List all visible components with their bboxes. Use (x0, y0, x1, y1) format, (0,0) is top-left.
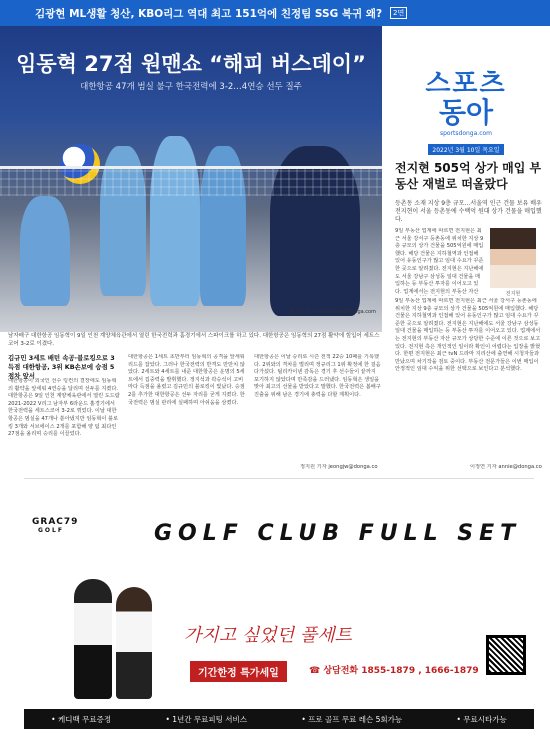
side-story-photo (490, 228, 536, 288)
side-photo-caption: 전지현 (505, 291, 521, 297)
side-story-body-cont: 9일 부동산 업계에 따르면 전지현은 최근 서울 강서구 등촌동에 위치한 지상 9층 규모의 상가 건물을 505억원에 매입했다. 해당 건물은 지하철역과 인접해 있어 유동인구가 많고 임대 수요가 꾸준한 곳으로 알려졌다. 전지현은 지난해에도 서울 강남구 삼성동 일대 건물을 매입하는 등 부동산 투자를 이어오고 있다. 업계에서는 전지현의 부동산 자산 규모가 상당한 수준에 이른 것으로 보고 있다. 전지현 측은 개인적인 일이라 확인이 어렵다는 입장을 밝혔다. 한편 전지현은 최근 tvN 드라마 지리산에 출연해 시청자들과 만났으며 차기작을 검토 중이다. 부동산 전문가들은 이번 매입이 안정적인 임대 수익을 위한 선택으로 보인다고 분석했다. (395, 298, 541, 373)
issue-date: 2022년 3월 10일 목요일 (428, 144, 503, 155)
top-headline-bar[interactable] (0, 0, 550, 26)
side-story-body: 9일 부동산 업계에 따르면 전지현은 최근 서울 강서구 등촌동에 위치한 지상 9층 규모의 상가 건물을 505억원에 매입했다. 해당 건물은 지하철역과 인접해 있어 유동인구가 많고 임대 수요가 꾸준한 곳으로 알려졌다. 전지현은 지난해에도 서울 강남구 삼성동 일대 건물을 매입하는 등 부동산 투자를 이어오고 있다. 업계에서는 전지현의 부동산 자산 (395, 228, 484, 295)
lead-story-col-2: 대한항공은 1세트 초반부터 임동혁의 공격을 앞세워 리드를 잡았다. 그러나 한국전력의 반격도 만만치 않았다. 2세트와 4세트를 내준 대한항공은 운명의 5세트에서 집중력을 발휘했다. 정지석과 곽승석이 고비마다 득점을 올렸고 김규민의 블로킹이 빛났다. 승점 2를 추가한 대한항공은 선두 자리를 굳게 지켰다. 한국전력은 범실 관리에 실패하며 아쉬움을 삼켰다. (128, 354, 245, 406)
hero-photo (0, 26, 382, 332)
ad-benefit-1: • 케디백 무료증정 (51, 714, 112, 724)
lead-story-col-1: 대한항공이 외국인 선수 링컨의 결장에도 임동혁의 활약을 앞세워 4연승을 달리며 선두를 지켰다. 대한항공은 9일 인천 계양체육관에서 열린 도드람 2021-2022 V리그 남자부 6라운드 홈경기에서 한국전력을 세트스코어 3-2로 꺾었다. 이날 대한항공은 범실을 47개나 쏟아냈지만 임동혁이 블로킹 3개와 서브에이스 2개를 포함해 양 팀 최다인 27점을 올리며 승리를 이끌었다. (8, 378, 120, 438)
ad-golfers-photo (64, 579, 174, 699)
lead-story-deck: 김규민 3세트 배턴 속공·블로킹으로 3득점 대한항공, 3위 KB손보에 승점 5점차 앞서 (8, 354, 115, 380)
lead-story-byline: 정지원 기자 jeongjw@donga.co (300, 464, 378, 470)
ad-benefit-4: • 무료시타가능 (456, 714, 507, 724)
ad-phone[interactable]: ☎ 상담전화 1855-1879 , 1666-1879 (309, 666, 479, 676)
golf-advertisement[interactable] (24, 478, 534, 740)
side-story-headline[interactable]: 전지현 505억 상가 매입 부동산 재벌로 떠올랐다 (395, 161, 542, 191)
volleyball-net (0, 166, 382, 196)
hero-subtitle: 대한항공 47개 범실 불구 한국전력에 3-2…4연승 선두 질주 (80, 82, 302, 92)
blocker-player-4 (20, 196, 70, 306)
blocker-player-2 (150, 136, 200, 306)
logo-donga: 동아 (438, 96, 494, 129)
side-story-byline: 이정연 기자 annie@donga.co (470, 464, 542, 470)
logo-sports: 스포츠 (425, 69, 507, 99)
top-headline[interactable]: 김광현 ML생활 청산, KBO리그 역대 최고 151억에 친정팀 SSG 복귀 왜? (35, 7, 383, 20)
side-story-deck: 등촌동 소재 지상 9층 규모…서울역 인근 건물 보유 배우 전지현이 서울 등촌동에 수백억 원대 상가 건물을 매입했다. (395, 200, 542, 223)
ad-slogan: 가지고 싶었던 풀세트 (184, 625, 352, 646)
ad-benefit-2: • 1년간 무료피팅 서비스 (165, 714, 247, 724)
site-url[interactable]: sportsdonga.com (439, 130, 493, 137)
ad-brand-logo: GRAC79 GOLF (32, 517, 79, 534)
qr-code-icon[interactable] (486, 635, 526, 675)
ad-benefits-bar (24, 709, 534, 729)
ad-title: GOLF CLUB FULL SET (154, 521, 522, 546)
page-reference: 2면 (390, 7, 407, 19)
hero-title: 임동혁 27점 원맨쇼 “해피 버스데이” (16, 52, 366, 76)
lead-story-col-3: 대한항공은 이날 승리로 시즌 전적 22승 10패를 기록했다. 2위와의 격차를 벌리며 정규리그 1위 확정에 한 걸음 다가섰다. 틸리카이넨 감독은 경기 후 선수들이 끝까지 포기하지 않았다며 만족감을 드러냈다. 임동혁은 생일을 맞아 최고의 선물을 받았다고 말했다. 한국전력은 봄배구 진출을 위해 남은 경기에 총력을 다할 계획이다. (254, 354, 381, 398)
masthead[interactable] (382, 26, 550, 176)
photo-caption: 남자배구 대한항공 임동혁이 9일 인천 계양체육관에서 열린 한국전력과 홈경기에서 스파이크를 하고 있다. 대한항공은 임동혁의 27점 활약에 힘입어 세트스코어 3-2로 이겼다. (8, 333, 380, 347)
ad-sale-badge[interactable]: 기간한정 특가세일 (190, 661, 287, 682)
photo-credit: 김민성 기자 marineboy@donga.com (288, 309, 376, 315)
ad-benefit-3: • 프로 골프 무료 레슨 5회가능 (301, 714, 403, 724)
